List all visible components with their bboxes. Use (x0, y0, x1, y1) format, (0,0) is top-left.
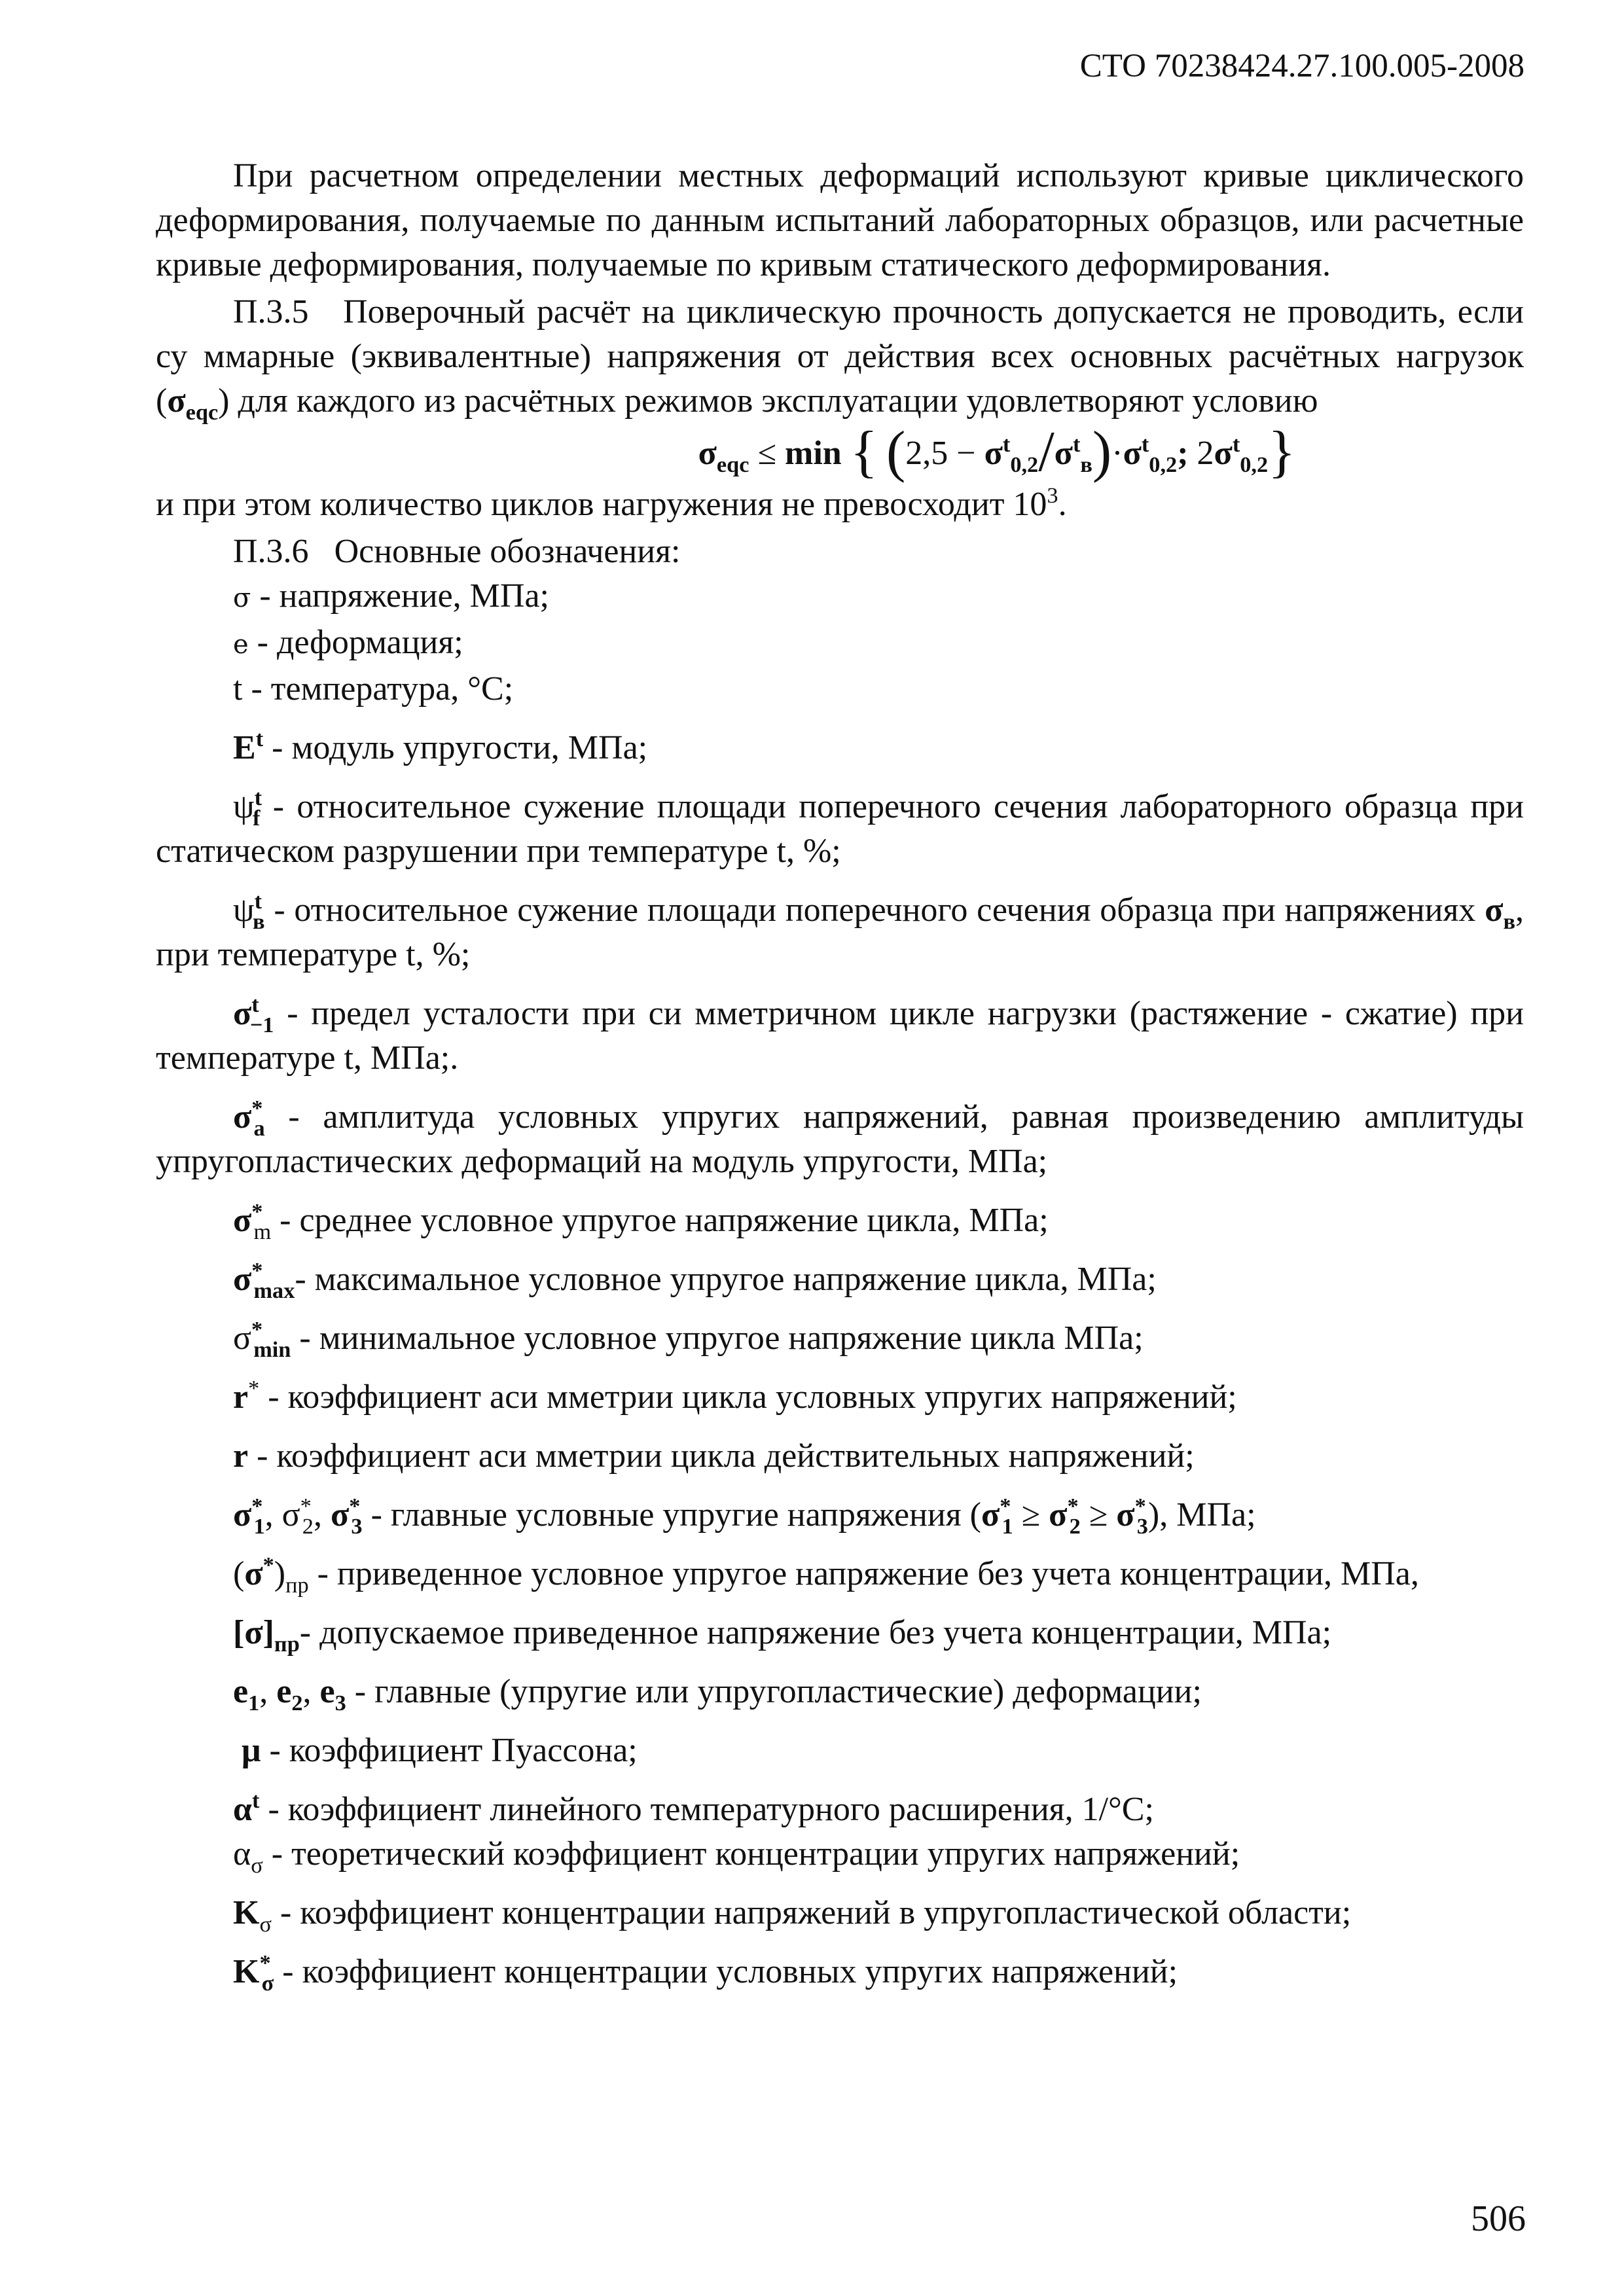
clause-3-6-heading (156, 529, 1524, 574)
def-reduced-stress: $(\sigma^*)_{пр}$ - приведенное условное упругое напряжение без учета концентрации, МПа, (233, 1552, 1419, 1598)
sym-sigma-3: $\sigma^*_3$ (330, 1494, 363, 1539)
page-body (156, 154, 1524, 1994)
sym-r-star: r* (233, 1376, 260, 1416)
def-t: t - температура, °С; (233, 670, 514, 708)
def-E: $E^t$ - модуль упругости, МПа; (233, 726, 648, 766)
def-sigma: σ - напряжение, МПа; (233, 577, 549, 615)
clause-text-b: ) для каждого из расчётных режимов эксплуатации удовлетворяют условию (218, 382, 1318, 420)
sym-e: e (233, 630, 249, 660)
sym-sigma-minus-1: $\sigma^t_{-1}$ (233, 992, 274, 1037)
def-K-sigma-star: $K^*_\sigma$ - коэффициент концентрации условных упругих напряжений; (233, 1950, 1178, 1996)
intro-paragraph: При расчетном определении местных деформаций используют кривые циклического деформирования, получаемые по данным испытаний лабораторных образцов, или расчетные кривые деформирования, получаемые по кривым статического деформирования. (156, 157, 1524, 283)
sym-t: t (233, 670, 243, 708)
sym-K-sigma-star: $K^*_\sigma$ (233, 1950, 274, 1996)
formula-lhs: $\sigma_{eqc}$ (698, 435, 749, 477)
def-allowable-stress: $[\sigma]_{пр}-$ допускаемое приведенное напряжение без учета концентрации, МПа; (233, 1614, 1332, 1657)
def-psi-v: $\psi^t_в$ - относительное сужение площади поперечного сечения образца при напряжениях $\sigma_в$, при температуре t, %; (156, 889, 1524, 973)
formula-min: min (785, 435, 842, 472)
document-code-header: СТО 70238424.27.100.005-2008 (1079, 48, 1525, 84)
def-psi-f: $\psi^t_f$ - относительное сужение площади поперечного сечения лабораторного образца при статическом разрушении при температуре t, %; (156, 785, 1524, 870)
sym-reduced-stress: $(\sigma^*)_{пр}$ (233, 1552, 309, 1598)
sym-sigma-a: $\sigma^*_a$ (233, 1096, 265, 1141)
clause-number: П.3.6 (233, 533, 309, 570)
def-r: r - коэффициент аси мметрии цикла действительных напряжений; (233, 1437, 1195, 1475)
formula-sigma-02-second: $\sigma^t_{0,2}$ (1123, 432, 1178, 477)
formula-sigma-v: $\sigma^t_в$ (1054, 432, 1092, 477)
sym-sigma-1: $\sigma^*_1$ (233, 1494, 265, 1539)
sym-E: $E^t$ (233, 726, 264, 766)
sym-psi-v: $\psi^t_в$ (233, 889, 265, 934)
def-r-star: r* - коэффициент аси мметрии цикла условных упругих напряжений; (233, 1376, 1237, 1416)
clause-3-5-paragraph (156, 290, 1524, 423)
cycles-limit-paragraph: и при этом количество циклов нагружения не превосходит $10^3$. (156, 483, 1067, 523)
sym-e-3: $e_3$ (319, 1673, 346, 1715)
sym-sigma-v: $\sigma_в$ (1485, 891, 1515, 934)
sigma-eqc-symbol: $\sigma_{eqc}$ (167, 382, 219, 425)
sym-alpha-sigma: $\alpha_\sigma$ (233, 1835, 263, 1878)
sym-sigma: σ (233, 583, 251, 613)
sym-r: r (233, 1437, 249, 1475)
def-alpha-sigma: $\alpha_\sigma$ - теоретический коэффициент концентрации упругих напряжений; (233, 1835, 1240, 1878)
cycles-exponent: 3 (1047, 483, 1058, 509)
def-sigma-minus-1: $\sigma^t_{-1}$ - предел усталости при си мметричном цикле нагрузки (растяжение - сжатие) при температуре t, МПа;. (156, 992, 1524, 1077)
formula-sigma-02-third: $\sigma^t_{0,2}$ (1214, 432, 1269, 477)
clause-number: П.3.5 (233, 293, 309, 331)
formula-open-brace: { (850, 420, 878, 484)
sym-e-1: $e_1$ (233, 1673, 260, 1715)
def-sigma-m: $\sigma^*_m$ - среднее условное упругое напряжение цикла, МПа; (233, 1199, 1049, 1244)
sym-sigma-min: $\sigma^*_{min}$ (233, 1317, 291, 1362)
def-alpha-t: $\alpha^t$ - коэффициент линейного температурного расширения, 1/°С; (233, 1788, 1154, 1828)
def-sigma-min: $\sigma^*_{min}$ - минимальное условное упругое напряжение цикла МПа; (233, 1317, 1144, 1362)
sym-psi-f: $\psi^t_f$ (233, 785, 262, 831)
formula-close-brace: } (1268, 420, 1296, 484)
sym-alpha-t: $\alpha^t$ (233, 1788, 260, 1828)
sym-K-sigma: $K_\sigma$ (233, 1894, 272, 1937)
page-number: 506 (1471, 2198, 1526, 2239)
def-mu: μ - коэффициент Пуассона; (242, 1732, 638, 1769)
fatigue-condition-formula: $\sigma_{eqc} \le \min$ { $(2,5 - \sigma^t_{0,2}/\sigma^t_в)\cdot\sigma^t_{0,2}$; $2\sigma^t_{0,2}$} (698, 420, 1296, 484)
def-principal-strains: $e_1$, $e_2$, $e_3$ - главные (упругие или упругопластические) деформации; (233, 1673, 1202, 1715)
sym-sigma-m: $\sigma^*_m$ (233, 1199, 272, 1244)
def-e: e - деформация; (233, 624, 463, 661)
sym-mu: μ (242, 1732, 261, 1769)
formula-open-paren: ( (886, 420, 906, 484)
formula-sigma-02: $\sigma^t_{0,2}$ (984, 432, 1039, 477)
sym-sigma-2: $\sigma^*_2$ (281, 1494, 314, 1539)
sym-allowable-stress: $[\sigma]_{пр}$ (233, 1614, 300, 1657)
def-sigma-a: $\sigma^*_a$ - амплитуда условных упругих напряжений, равная произведению амплитуды упругопластических деформаций на модуль упругости, МПа; (156, 1096, 1524, 1180)
formula-close-paren: ) (1092, 420, 1112, 484)
sym-e-2: $e_2$ (276, 1673, 303, 1715)
def-principal-stresses: $\sigma^*_1$, $\sigma^*_2$, $\sigma^*_3$ - главные условные упругие напряжения $(\sigma^*_1 \ge \sigma^*_2 \ge \sigma^*_3)$, МПа; (233, 1494, 1256, 1539)
def-K-sigma: $K_\sigma$ - коэффициент концентрации напряжений в упругопластической области; (233, 1894, 1352, 1937)
clause-title: Основные обозначения: (334, 533, 681, 570)
sym-sigma-max: $\sigma^*_{max}$ (233, 1258, 295, 1303)
clause-text-a: Поверочный расчёт на циклическую прочность допускается не проводить, если су ммарные (эквивалентные) напряжения от действия всех основных расчётных нагрузок ( (156, 293, 1525, 420)
def-sigma-max: $\sigma^*_{max}-$ максимальное условное упругое напряжение цикла, МПа; (233, 1258, 1157, 1303)
